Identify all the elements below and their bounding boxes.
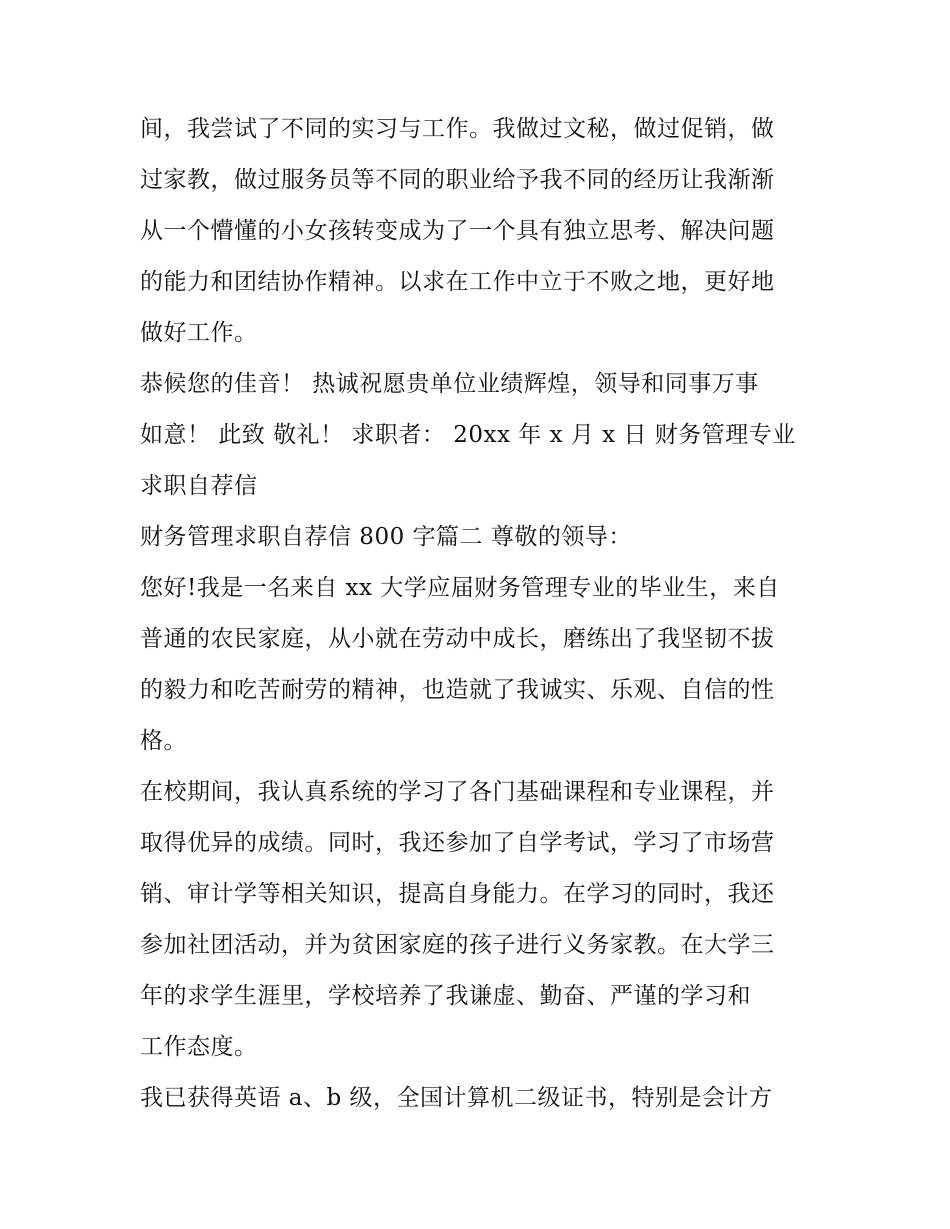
text-line: 财务管理求职自荐信 800 字篇二 尊敬的领导： — [140, 524, 632, 550]
text-line: 销、审计学等相关知识，提高自身能力。在学习的同时，我还 — [140, 881, 775, 907]
text-line: 的能力和团结协作精神。以求在工作中立于不败之地，更好地 — [140, 269, 775, 295]
text-line: 您好!我是一名来自 xx 大学应届财务管理专业的毕业生，来自 — [140, 575, 780, 601]
text-line: 求职自荐信 — [140, 473, 258, 499]
text-line: 我已获得英语 a、b 级，全国计算机二级证书，特别是会计方 — [140, 1085, 773, 1111]
text-line: 普通的农民家庭，从小就在劳动中成长，磨练出了我坚韧不拔 — [140, 626, 775, 652]
text-line: 恭候您的佳音！ 热诚祝愿贵单位业绩辉煌，领导和同事万事 — [140, 371, 759, 397]
text-line: 工作态度。 — [140, 1034, 258, 1060]
paragraph-closing — [140, 359, 820, 512]
text-line: 参加社团活动，并为贫困家庭的孩子进行义务家教。在大学三 — [140, 932, 775, 958]
text-line: 做好工作。 — [140, 320, 258, 346]
text-line: 年的求学生涯里，学校培养了我谦虚、勤奋、严谨的学习和 — [140, 983, 751, 1009]
paragraph-introduction — [140, 563, 820, 767]
paragraph-section-heading — [140, 512, 820, 563]
text-line: 间，我尝试了不同的实习与工作。我做过文秘，做过促销，做 — [140, 116, 775, 142]
paragraph-certificates — [140, 1073, 820, 1124]
text-line: 在校期间，我认真系统的学习了各门基础课程和专业课程，并 — [140, 779, 775, 805]
paragraph-work-experience — [140, 104, 820, 359]
text-line: 从一个懵懂的小女孩转变成为了一个具有独立思考、解决问题 — [140, 218, 775, 244]
text-line: 过家教，做过服务员等不同的职业给予我不同的经历让我渐渐 — [140, 167, 775, 193]
paragraph-school-studies — [140, 767, 820, 1073]
text-line: 的毅力和吃苦耐劳的精神，也造就了我诚实、乐观、自信的性 — [140, 677, 775, 703]
text-line: 格。 — [140, 728, 187, 754]
text-line: 如意！ 此致 敬礼！ 求职者： 20xx 年 x 月 x 日 财务管理专业 — [140, 422, 796, 448]
document-body — [140, 104, 820, 1124]
text-line: 取得优异的成绩。同时，我还参加了自学考试，学习了市场营 — [140, 830, 775, 856]
